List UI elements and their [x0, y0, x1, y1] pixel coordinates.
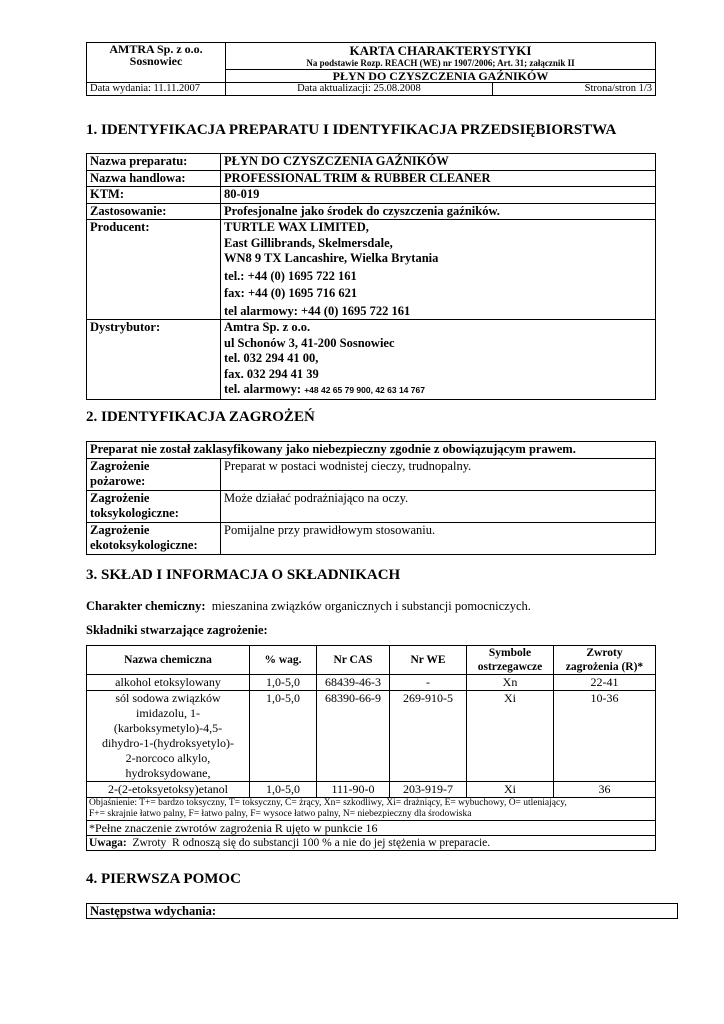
- cas-number: 111-90-0: [317, 782, 390, 798]
- weight: 1,0-5,0: [250, 675, 317, 691]
- chemical-name-line: 2-norcoco alkylo,: [125, 751, 211, 765]
- ecotoxicological-hazard-value: Pomijalne przy prawidłowym stosowaniu.: [221, 522, 656, 554]
- chemical-character: [86, 599, 531, 614]
- distributor-line: fax. 032 294 41 39: [224, 366, 319, 381]
- page-number: Strona/stron 1/3: [493, 83, 656, 96]
- col-chemical-name: Nazwa chemiczna: [87, 646, 250, 675]
- r-phrases: 22-41: [554, 675, 656, 691]
- chemical-name-line: hydroksydowane,: [125, 766, 211, 780]
- col-we: Nr WE: [390, 646, 467, 675]
- chemical-name: 2-(2-etoksyetoksy)etanol: [87, 782, 250, 798]
- col-symbols: [467, 646, 554, 675]
- identification-table: [86, 153, 656, 400]
- producer-line: East Gillibrands, Skelmersdale,: [224, 235, 393, 250]
- distributor-line: Amtra Sp. z o.o.: [224, 320, 311, 334]
- use-label: Zastosowanie:: [87, 203, 221, 220]
- symbols-explanation: [87, 798, 656, 821]
- producer-line: TURTLE WAX LIMITED,: [224, 220, 369, 234]
- doc-title: KARTA CHARAKTERYSTYKI: [349, 43, 532, 58]
- hazard-label-line: Zagrożenie: [90, 458, 150, 473]
- symbol: Xi: [467, 782, 554, 798]
- symbol: Xi: [467, 691, 554, 782]
- components-table: [86, 645, 656, 851]
- r-phrases-note: *Pełne znaczenie zwrotów zagrożenia R ujęto w punkcie 16: [87, 821, 656, 836]
- ktm-value: 80-019: [221, 187, 656, 204]
- hazards-table: [86, 441, 656, 555]
- producer-alarm-phone: tel alarmowy: +44 (0) 1695 722 161: [224, 303, 411, 318]
- fire-hazard-value: Preparat w postaci wodnistej cieczy, trudnopalny.: [221, 458, 656, 490]
- ecotoxicological-hazard-label: [87, 522, 221, 554]
- classification-statement: Preparat nie został zaklasyfikowany jako niebezpieczny zgodnie z obowiązującym prawem.: [87, 442, 656, 459]
- hazard-label-line: toksykologiczne:: [90, 506, 179, 520]
- document-header: [86, 42, 656, 96]
- section2-heading: 2. IDENTYFIKACJA ZAGROŻEŃ: [86, 409, 315, 425]
- r-phrases: 36: [554, 782, 656, 798]
- issue-date: Data wydania: 11.11.2007: [87, 83, 226, 96]
- doc-basis: Na podstawie Rozp. REACH (WE) nr 1907/2006; Art. 31; załącznik II: [306, 58, 575, 68]
- col-symbols-line: ostrzegawcze: [477, 661, 543, 673]
- weight: 1,0-5,0: [250, 691, 317, 782]
- producer-fax: fax: +44 (0) 1695 716 621: [224, 286, 358, 300]
- distributor-alarm-value: +48 42 65 79 900, 42 63 14 767: [304, 385, 425, 395]
- use-value: Profesjonalne jako środek do czyszczenia gaźników.: [221, 203, 656, 220]
- toxicological-hazard-value: Może działać podrażniająco na oczy.: [221, 490, 656, 522]
- section1-heading: 1. IDENTYFIKACJA PREPARATU I IDENTYFIKACJA PRZEDSIĘBIORSTWA: [86, 122, 617, 138]
- hazard-label-line: Zagrożenie: [90, 522, 150, 537]
- ktm-label: KTM:: [87, 187, 221, 204]
- doc-title-cell: [226, 43, 656, 70]
- chemical-name: [87, 691, 250, 782]
- update-date: Data aktualizacji: 25.08.2008: [226, 83, 493, 96]
- hazard-label-line: Zagrożenie: [90, 490, 150, 505]
- chemical-name-line: imidazolu, 1-: [136, 706, 200, 720]
- symbol: Xn: [467, 675, 554, 691]
- producer-phone: tel.: +44 (0) 1695 722 161: [224, 268, 357, 283]
- explanation-line: Objaśnienie: T+= bardzo toksyczny, T= toksyczny, C= żrący, Xn= szkodliwy, Xi= drażniący, E= wybuchowy, O= utleniający,: [89, 798, 567, 808]
- warning-text: Zwroty R odnoszą się do substancji 100 % a nie do jej stężenia w preparacie.: [126, 837, 491, 849]
- chemical-character-value: mieszanina związków organicznych i substancji pomocniczych.: [205, 599, 531, 613]
- cas-number: 68390-66-9: [317, 691, 390, 782]
- distributor-alarm: [224, 382, 652, 399]
- col-r-line: Zwroty: [586, 647, 623, 659]
- warning-label: Uwaga:: [89, 837, 127, 849]
- distributor-line: ul Schonów 3, 41-200 Sosnowiec: [224, 335, 395, 350]
- producer-label: Producent:: [87, 220, 221, 320]
- producer-line: WN8 9 TX Lancashire, Wielka Brytania: [224, 251, 439, 265]
- col-r-phrases: [554, 646, 656, 675]
- distributor-line: tel. 032 294 41 00,: [224, 351, 319, 365]
- concentration-warning: [87, 836, 656, 851]
- col-r-line: zagrożenia (R)*: [565, 661, 644, 673]
- preparation-label: Nazwa preparatu:: [87, 154, 221, 171]
- distributor-label: Dystrybutor:: [87, 320, 221, 400]
- preparation-value: PŁYN DO CZYSZCZENIA GAŹNIKÓW: [221, 154, 656, 171]
- table-row: [87, 782, 656, 798]
- chemical-name-line: (karboksymetylo)-4,5-: [113, 721, 223, 735]
- hazard-label-line: ekotoksykologiczne:: [90, 538, 198, 552]
- trade-name-value: PROFESSIONAL TRIM & RUBBER CLEANER: [221, 170, 656, 187]
- col-cas: Nr CAS: [317, 646, 390, 675]
- trade-name-label: Nazwa handlowa:: [87, 170, 221, 187]
- inhalation-label: Następstwa wdychania:: [87, 904, 678, 919]
- we-number: 203-919-7: [390, 782, 467, 798]
- components-header-row: [87, 646, 656, 675]
- cas-number: 68439-46-3: [317, 675, 390, 691]
- distributor-details: [221, 320, 656, 400]
- hazardous-components-heading: Składniki stwarzające zagrożenie:: [86, 623, 268, 637]
- table-row: [87, 691, 656, 782]
- product-name: PŁYN DO CZYSZCZENIA GAŹNIKÓW: [226, 70, 656, 83]
- chemical-name-line: sól sodowa związków: [115, 691, 221, 705]
- weight: 1,0-5,0: [250, 782, 317, 798]
- company-line1: AMTRA Sp. z o.o.: [109, 42, 203, 56]
- col-symbols-line: Symbole: [488, 647, 532, 659]
- col-weight: % wag.: [250, 646, 317, 675]
- section4-heading: 4. PIERWSZA POMOC: [86, 871, 241, 887]
- fire-hazard-label: [87, 458, 221, 490]
- r-phrases: 10-36: [554, 691, 656, 782]
- chemical-name: alkohol etoksylowany: [87, 675, 250, 691]
- toxicological-hazard-label: [87, 490, 221, 522]
- section3-heading: 3. SKŁAD I INFORMACJA O SKŁADNIKACH: [86, 567, 401, 583]
- company-line2: Sosnowiec: [129, 54, 183, 68]
- we-number: 269-910-5: [390, 691, 467, 782]
- company-name: [87, 43, 226, 83]
- hazard-label-line: pożarowe:: [90, 474, 146, 488]
- chemical-name-line: dihydro-1-(hydroksyetylo)-: [102, 736, 234, 750]
- table-row: [87, 675, 656, 691]
- we-number: -: [390, 675, 467, 691]
- producer-details: [221, 220, 656, 320]
- first-aid-table: [86, 903, 678, 919]
- chemical-character-label: Charakter chemiczny:: [86, 599, 206, 613]
- distributor-alarm-label: tel. alarmowy:: [224, 382, 302, 396]
- explanation-line: F+= skrajnie łatwo palny, F= łatwo palny, F= wysoce łatwo palny, N= niebezpieczny dla środowiska: [89, 809, 472, 819]
